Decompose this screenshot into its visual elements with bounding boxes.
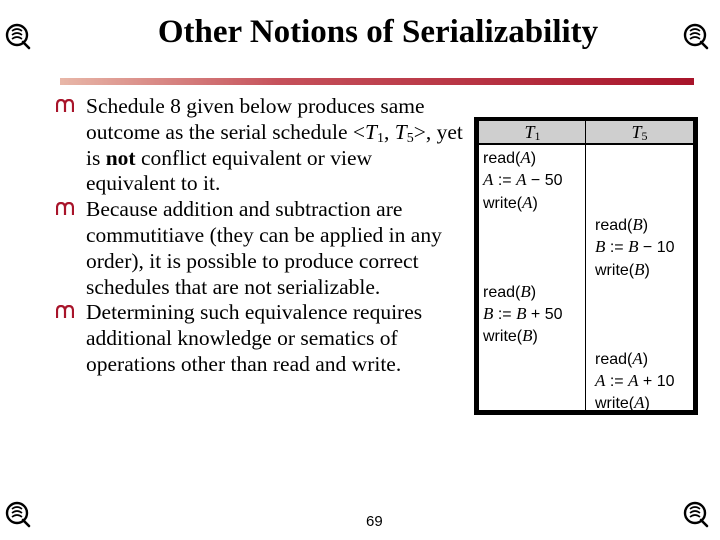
schedule-header-row [479,121,693,145]
column-divider [585,121,586,410]
schedule-op: read(B) [483,281,537,301]
bullet-item [56,94,466,197]
bullet-marker-icon [56,202,74,216]
bullet-list [56,94,466,378]
schedule-op: read(A) [483,148,537,167]
schedule-op: A := A − 50 [483,170,563,190]
schedule-op: write(B) [483,326,538,346]
schedule-op: write(A) [483,192,538,212]
slide-title: Other Notions of Serializability [157,14,599,50]
bullet-text: Schedule 8 given below produces same outcome as the serial schedule $<T_1$, $T_5>$, yet is not conflict equivalent or view equivalent to it. [86,94,463,196]
schedule-op: read(B) [595,214,649,234]
bullet-marker-icon [56,99,74,113]
bullet-item [56,300,466,377]
schedule-op: A := A + 10 [595,371,675,390]
schedule-table [474,117,698,415]
title-underline [60,78,694,85]
bullet-text: Because addition and subtraction are commutitiave (they can be applied in any order), it is possible to produce correct schedules that are not serializable. [86,197,442,299]
schedule-op: write(A) [595,393,650,413]
schedule-op: B := B − 10 [595,237,675,257]
schedule-op: write(B) [595,259,650,279]
bullet-text: Determining such equivalence requires additional knowledge or sematics of operations other than read and write. [86,300,423,376]
bullet-item [56,197,466,300]
schedule-op: B := B + 50 [483,304,563,324]
header-t1: $T_1$ [524,122,541,143]
page-number: 69 [366,513,383,530]
bullet-marker-icon [56,305,74,319]
schedule-op: read(A) [595,348,649,368]
ornamental-q-icon [4,500,32,528]
ornamental-q-icon [682,500,710,528]
header-t5: $T_5$ [631,122,648,143]
